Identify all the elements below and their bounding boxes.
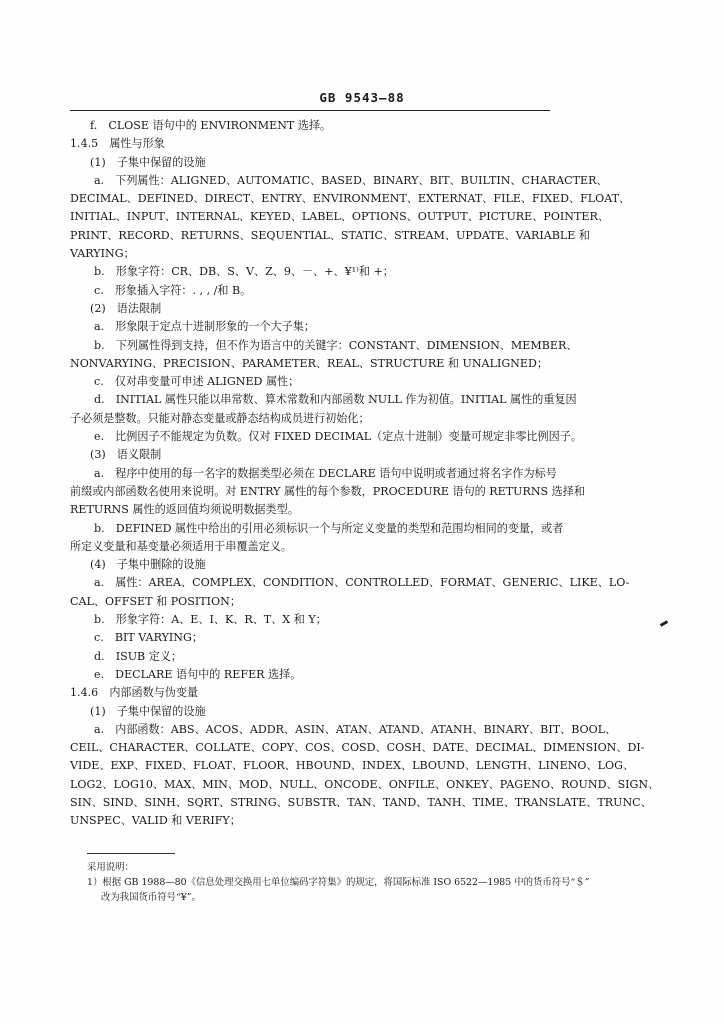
text-line: UNSPEC、VALID 和 VERIFY； (70, 814, 241, 828)
text-line: 1.4.6 内部函数与伪变量 (70, 686, 199, 700)
footnote-line: 1）根据 GB 1988—80《信息处理交换用七单位编码字符集》的规定，将国际标准 ISO 6522—1985 中的货币符号“＄” (87, 877, 590, 888)
text-line: (4) 子集中删除的设施 (90, 558, 206, 572)
text-line: VIDE、EXP、FIXED、FLOAT、FLOOR、HBOUND、INDEX、LBOUND、LENGTH、LINENO、LOG、 (70, 759, 635, 773)
text-line: b. DEFINED 属性中给出的引用必须标识一个与所定义变量的类型和范围均相同的变量，或者 (94, 521, 564, 535)
stray-mark (660, 620, 668, 627)
text-line: b. 下列属性得到支持，但不作为语言中的关键字：CONSTANT、DIMENSION、MEMBER、 (94, 338, 578, 352)
footnotes (87, 860, 590, 905)
text-line: b. 形象字符：A、E、I、K、R、T、X 和 Y； (94, 613, 327, 627)
text-line: c. 仅对串变量可申述 ALIGNED 属性； (94, 375, 300, 389)
text-line: a. 属性：AREA、COMPLEX、CONDITION、CONTROLLED、FORMAT、GENERIC、LIKE、LO- (94, 576, 630, 590)
footnote-line: 改为我国货币符号“¥”。 (101, 892, 201, 903)
text-line: d. ISUB 定义； (94, 649, 183, 663)
text-line: a. 下列属性：ALIGNED、AUTOMATIC、BASED、BINARY、BIT、BUILTIN、CHARACTER、 (94, 173, 608, 187)
text-line: CAL、OFFSET 和 POSITION； (70, 594, 241, 608)
text-line: a. 程序中使用的每一名字的数据类型必须在 DECLARE 语句中说明或者通过将名字作为标号 (94, 466, 557, 480)
text-line: INITIAL、INPUT、INTERNAL、KEYED、LABEL、OPTIONS、OUTPUT、PICTURE、POINTER、 (70, 210, 609, 224)
text-line: 所定义变量和基变量必须适用于串覆盖定义。 (70, 539, 292, 553)
text-line: 前缀或内部函数名使用来说明。对 ENTRY 属性的每个参数，PROCEDURE 语句的 RETURNS 选择和 (70, 484, 585, 498)
text-line: e. 比例因子不能规定为负数。仅对 FIXED DECIMAL（定点十进制）变量可规定非零比例因子。 (94, 430, 582, 444)
header-rule (70, 110, 550, 111)
page-header-standard-number: GB 9543—88 (319, 90, 405, 105)
text-line: SIN、SIND、SINH、SQRT、STRING、SUBSTR、TAN、TAND、TANH、TIME、TRANSLATE、TRUNC、 (70, 795, 652, 809)
text-line: RETURNS 属性的返回值均须说明数据类型。 (70, 503, 299, 517)
text-line: (2) 语法限制 (90, 301, 162, 315)
footnote-rule (87, 853, 175, 854)
body-text (70, 117, 660, 831)
text-line: c. 形象插入字符：. , , /和 B。 (94, 283, 252, 297)
text-line: a. 内部函数：ABS、ACOS、ADDR、ASIN、ATAN、ATAND、ATANH、BINARY、BIT、BOOL、 (94, 722, 617, 736)
text-line: PRINT、RECORD、RETURNS、SEQUENTIAL、STATIC、STREAM、UPDATE、VARIABLE 和 (70, 228, 590, 242)
text-line: b. 形象字符：CR、DB、S、V、Z、9、－、+、¥¹⁾和 +； (94, 265, 394, 279)
footnote-label: 采用说明： (87, 862, 134, 873)
text-line: (3) 语义限制 (90, 448, 162, 462)
text-line: a. 形象限于定点十进制形象的一个大子集； (94, 320, 315, 334)
text-line: DECIMAL、DEFINED、DIRECT、ENTRY、ENVIRONMENT、EXTERNAT、FILE、FIXED、FLOAT、 (70, 192, 631, 206)
text-line: VARYING； (70, 247, 135, 261)
text-line: 1.4.5 属性与形象 (70, 137, 165, 151)
text-line: LOG2、LOG10、MAX、MIN、MOD、NULL、ONCODE、ONFILE、ONKEY、PAGENO、ROUND、SIGN、 (70, 777, 660, 791)
text-line: NONVARYING、PRECISION、PARAMETER、REAL、STRUCTURE 和 UNALIGNED； (70, 356, 548, 370)
text-line: c. BIT VARYING； (94, 631, 203, 645)
text-line: (1) 子集中保留的设施 (90, 155, 206, 169)
text-line: e. DECLARE 语句中的 REFER 选择。 (94, 667, 302, 681)
text-line: 子必须是整数。只能对静态变量或静态结构成员进行初始化； (70, 411, 370, 425)
text-line: CEIL、CHARACTER、COLLATE、COPY、COS、COSD、COSH、DATE、DECIMAL、DIMENSION、DI- (70, 741, 645, 755)
text-line: (1) 子集中保留的设施 (90, 704, 206, 718)
text-line: d. INITIAL 属性只能以串常数、算术常数和内部函数 NULL 作为初值。INITIAL 属性的重复因 (94, 393, 577, 407)
text-line: f. CLOSE 语句中的 ENVIRONMENT 选择。 (90, 119, 332, 132)
